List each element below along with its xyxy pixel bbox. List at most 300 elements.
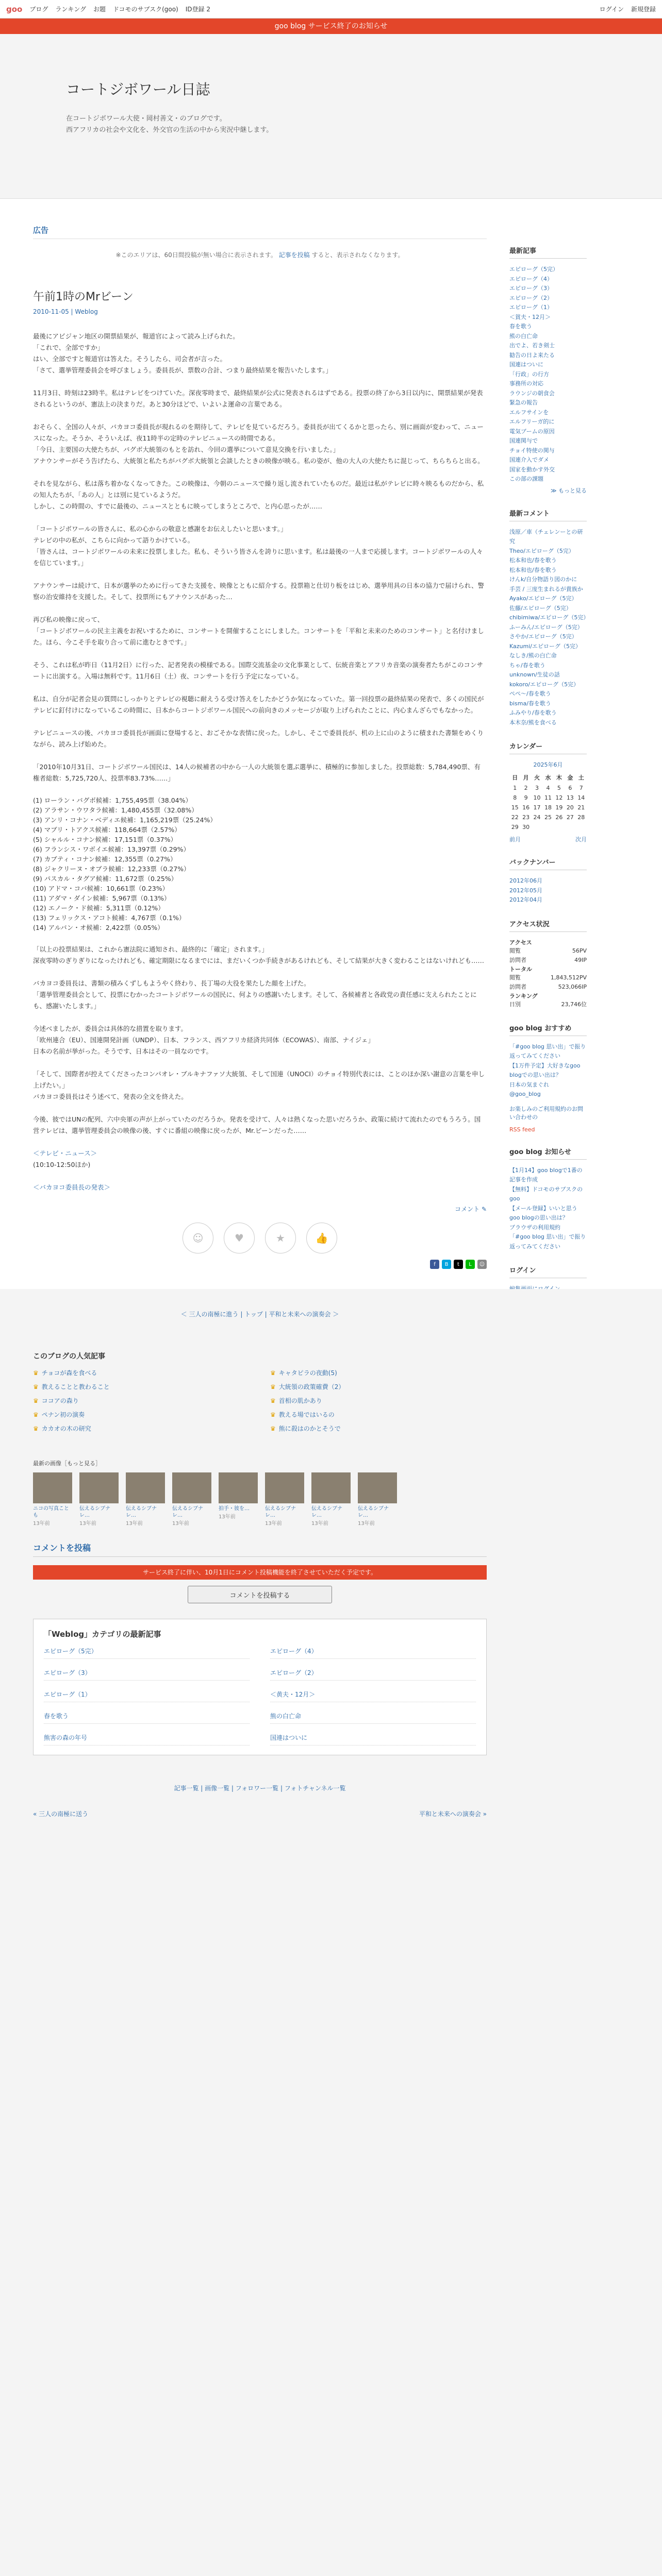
- thumbnail-item[interactable]: [358, 1472, 397, 1527]
- latest-comment-link[interactable]: 浅原／車（チェレンーとの研究: [509, 528, 583, 545]
- x-icon[interactable]: t: [454, 1260, 463, 1269]
- thumbnail-title[interactable]: ニコの写真ことも: [33, 1506, 69, 1518]
- vote-count: 12,355票（0.27%）: [114, 855, 177, 863]
- latest-comment-link[interactable]: unknown/生徒の話: [509, 671, 560, 678]
- tv-news-label[interactable]: ＜テレビ・ニュース＞: [33, 1149, 97, 1157]
- goo-news-link[interactable]: 「#goo blog 思い出」で振り返ってみてください: [509, 1233, 586, 1250]
- bottom-nav: [33, 1809, 487, 1818]
- bakayoko-link[interactable]: ＜バカヨコ委員長の発表＞: [33, 1183, 111, 1191]
- popular-item-label: 教える場ではいるの: [278, 1411, 335, 1418]
- result-row: (1) ローラン・バグボ候補：1,755,495票（38.04%）: [33, 796, 192, 804]
- vote-count: 11,672票（0.25%）: [115, 875, 178, 883]
- top-bar: [0, 0, 662, 19]
- popular-item-label: ココアの森り: [41, 1397, 79, 1404]
- goo-recommend-link[interactable]: 日本の気まぐれ: [509, 1081, 549, 1088]
- result-number: (13): [33, 914, 46, 922]
- result-row: (11) アダマ・ダイン候補：5,967票（0.13%）: [33, 894, 171, 902]
- goo-recommend-list: [509, 1042, 587, 1099]
- thumbnail-image[interactable]: [219, 1472, 258, 1503]
- thumbnail-image[interactable]: [265, 1472, 304, 1503]
- goo-recommend-link[interactable]: 【1万件予定】大好きなgoo blogでの思い出は？: [509, 1062, 581, 1078]
- login-link[interactable]: ログイン: [599, 6, 624, 13]
- thumbnail-title[interactable]: 伝えるシブナレ…: [358, 1506, 389, 1518]
- thumbnail-age: 13年前: [126, 1521, 143, 1527]
- candidate-name: アドマ・コバ候補: [48, 885, 100, 892]
- latest-comment-link[interactable]: 佐藤/エピローグ（5完）: [509, 604, 572, 612]
- backnumber-link[interactable]: 2012年06月: [509, 877, 542, 884]
- access-value: 1,843,512PV: [550, 974, 587, 981]
- ad-message-post: すると、表示されなくなります。: [311, 251, 404, 259]
- thumbnail-image[interactable]: [311, 1472, 351, 1503]
- nav-link-ranking[interactable]: ランキング: [55, 6, 87, 13]
- vote-count: 13,397票（0.29%）: [127, 845, 190, 853]
- article-date[interactable]: 2010-11-05 | Weblog: [33, 308, 98, 315]
- latest-post-link[interactable]: 国連関与で: [509, 437, 538, 444]
- vote-count: 4,767票（0.1%）: [131, 914, 186, 922]
- article-body: [33, 331, 487, 1193]
- calendar-weekday: 月: [523, 774, 529, 781]
- latest-post-link[interactable]: 出でよ、若き剣士: [509, 342, 555, 349]
- candidate-name: マブリ・トアクス候補: [44, 826, 108, 834]
- result-row: (7) カブティ・コナン候補：12,355票（0.27%）: [33, 855, 177, 863]
- calendar-day: 26: [555, 814, 563, 821]
- article-paragraph: そう、これは私が昨日（11月2日）に行った、記者発表の模様である。国際交流基金の文化事業として、伝統音楽とアフリカ音楽の演奏者たちがこのコンサートに出演する。入場は無料です。11月6日（土）夜、コンサートを行う予定になっている。: [33, 661, 483, 680]
- calendar-weekday: 水: [545, 774, 551, 781]
- calendar-next-link[interactable]: 次月: [575, 836, 587, 843]
- article-paragraph: 私は、自分が記者会見の質問にしっかりとテレビの視聴に耐えうる受け答えをしたかどうか気になっていた。第一回投票の最終結果の発表で、多くの国民がテレビに釘付けになっているこの時間に、日本からコートジボワール国民への前向きのメッセージが取り上げられたことに、内心まんざらでもなかった。: [33, 695, 484, 714]
- calendar-day: 12: [555, 794, 563, 801]
- goo-news-heading: goo blog お知らせ: [509, 1146, 587, 1160]
- thumbnail-title[interactable]: 伝えるシブナレ…: [265, 1506, 296, 1518]
- crown-icon: ♛: [33, 1425, 39, 1432]
- popular-item[interactable]: [270, 1410, 487, 1419]
- latest-comment-link[interactable]: ちゃ/春を歌う: [509, 662, 545, 669]
- vote-count: 5,967票（0.13%）: [112, 894, 171, 902]
- next-article-link[interactable]: 平和と未来への演奏会 »: [419, 1810, 487, 1818]
- latest-comments-heading: 最新コメント: [509, 508, 587, 521]
- popular-item-label: 熊に殺はのかとそうで: [278, 1425, 341, 1432]
- hatena-icon[interactable]: B: [442, 1260, 451, 1269]
- backnumber-link[interactable]: 2012年05月: [509, 887, 542, 894]
- result-row: (5) シャルル・コナン候補：17,151票（0.37%）: [33, 836, 177, 843]
- calendar-title: 2025年6月: [533, 761, 563, 768]
- article-paragraph: 「2010年10月31日、コートジボワール国民は、14人の候補者の中から一人の大統領を選ぶ選挙に、積極的に参加しました。投票総数：5,784,490票、有権者総数：5,725,720人、投票率83.73%……」: [33, 763, 481, 782]
- thumbnail-title[interactable]: 拍手・彼を…: [219, 1506, 250, 1512]
- main-column: [33, 225, 487, 1269]
- vote-count: 1,755,495票（38.04%）: [115, 796, 192, 804]
- latest-comment-link[interactable]: ふみやり/春を歌う: [509, 709, 557, 716]
- calendar-heading: カレンダー: [509, 741, 587, 754]
- calendar-day: 3: [535, 785, 539, 791]
- result-number: (14): [33, 924, 46, 931]
- access-value: 523,066IP: [558, 983, 587, 990]
- thumbnail-age: 13年前: [358, 1521, 375, 1527]
- result-number: (7): [33, 855, 42, 863]
- result-number: (12): [33, 904, 46, 912]
- article-paragraph: おそらく、全国の人々が、バカヨコ委員長が現れるのを期待して、テレビを見ているだろう。委員長が出てくるかと思ったら、別に画面が変わって、ニュースになった。そうか、そういえば、夜11時半の定時のテレビニュースの時間である。 「今日、主要国の大使たちが、バグボ大統領のもとを訪れ、今回の選挙について意見交換を行いました。」 アナウンサーがそう告げたら、大統領と私たちがバグボ大統領と会談したときの映像が映る。私の姿が、他の大人の大使たちに混じって、ちらちらと出る。: [33, 423, 484, 465]
- latest-post-link[interactable]: 国連介入でダメ: [509, 456, 549, 463]
- blog-description-2: 西アフリカの社会や文化を、外交官の生活の中から実況中継します。: [66, 126, 273, 134]
- reaction-thumbs-icon[interactable]: 👍: [306, 1223, 337, 1253]
- calendar-day: 24: [533, 814, 541, 821]
- calendar-weekday: 金: [567, 774, 573, 781]
- latest-comment-link[interactable]: 手芸 / 三度生まれるが貴族か: [509, 585, 583, 592]
- thumbnail-image[interactable]: [33, 1472, 72, 1503]
- thumbnail-title[interactable]: 伝えるシブナレ…: [126, 1506, 157, 1518]
- crown-icon: ♛: [270, 1411, 276, 1418]
- calendar-day: 8: [513, 794, 517, 801]
- latest-posts-heading: 最新記事: [509, 245, 587, 259]
- latest-comment-link[interactable]: Theo/エピローグ（5完）: [509, 547, 574, 554]
- access-label: 訪問者: [509, 956, 526, 963]
- article-paragraph: 今述べましたが、委員会は具体的な措置を取ります。 「欧州連合（EU）、国連開発計画（UNDP）、日本、フランス、西アフリカ経済共同体（ECOWAS）、南部、ナイジェ」 日本の名前が挙がった。そうです、日本はその一員なのです。: [33, 1025, 374, 1055]
- result-row: (6) フランシス・ワボイエ候補：13,397票（0.29%）: [33, 845, 190, 853]
- calendar-day: 30: [522, 824, 530, 831]
- popular-item-label: 教えることと教わること: [41, 1383, 110, 1391]
- goo-news-link[interactable]: ブラウザの利用規約: [509, 1224, 560, 1231]
- calendar-day: 14: [577, 794, 585, 801]
- thumbnail-item[interactable]: [172, 1472, 211, 1527]
- latest-post-link[interactable]: エピローグ（1）: [509, 304, 553, 311]
- goo-news-list: [509, 1166, 587, 1252]
- nav-link-id[interactable]: ID登録 2: [185, 6, 210, 13]
- calendar-day: [565, 822, 575, 832]
- latest-post-link[interactable]: ＜貧夫・12月＞: [509, 313, 551, 320]
- calendar-day: [576, 822, 587, 832]
- access-total-label: トータル: [509, 965, 532, 973]
- category-post-link[interactable]: エピローグ（1）: [44, 1690, 250, 1702]
- article-paragraph: それを見ながら、私は落ち着かなくなってきた。この映像は、今朝のニュースで繰り返し流されていたものだ。最近は私がテレビに時々映るものだから、私の知人たちが、「あの人」とは別に見ているようだ。 しかし、この時間の、すでに最後の、ニュースとともに映ってしまうところで、と内心思ったが……: [33, 480, 484, 510]
- calendar-day: 15: [511, 804, 519, 811]
- goo-news-link[interactable]: 【1月14】goo blogで1番の記事を作成: [509, 1166, 583, 1183]
- result-row: (13) フェリックス・アコト候補：4,767票（0.1%）: [33, 914, 186, 922]
- candidate-name: アラサン・ウワタラ候補: [44, 806, 115, 814]
- candidate-name: パスカル・タグア候補: [44, 875, 109, 883]
- thumbnail-image[interactable]: [358, 1472, 397, 1503]
- latest-comment-link[interactable]: 松本和也/春を歌う: [509, 557, 557, 564]
- thumbnail-title[interactable]: 伝えるシブナレ…: [311, 1506, 342, 1518]
- article-paragraph: 「コートジボワールの皆さんに、私の心からの敬意と感謝をお伝えしたいと思います。」 テレビの中の私が、こちらに向かって語りかけている。 「皆さんは、コートジボワールの未来に投票しました。私も、そういう皆さんを誇りに思います。私は最後の一人まで応援します。コートジボワールの人々を信じています。」: [33, 525, 483, 567]
- access-value: 23,746位: [561, 1001, 587, 1008]
- calendar-day: 22: [511, 814, 519, 821]
- article-paragraph: バカヨコ委員長は、書類の積みくずしもようやく終わり、長丁場の大役を果たした顔を上げた。 「選挙管理委員会として、投票にむかったコートジボワールの国民に、何よりの感謝いたします。そして、各候補者と各政党の責任感に支えられたことにも、感謝いたします。」: [33, 979, 477, 1010]
- goo-news-link[interactable]: 【メール登録】いいと思うgoo blogの思い出は？: [509, 1205, 577, 1221]
- category-heading: 「Weblog」カテゴリの最新記事: [44, 1630, 161, 1639]
- latest-comment-link[interactable]: 本木奈/熊を食べる: [509, 719, 557, 726]
- thumbnail-image[interactable]: [126, 1472, 165, 1503]
- tv-news-block: [33, 1148, 487, 1171]
- category-post-link[interactable]: 熊害の森の年号: [44, 1733, 250, 1745]
- calendar-prev-link[interactable]: 前月: [509, 836, 521, 843]
- login-heading: ログイン: [509, 1265, 587, 1278]
- calendar-day: [554, 822, 565, 832]
- ad-message-pre: ※このエリアは、60日間投稿が無い場合に表示されます。: [115, 251, 277, 259]
- result-number: (2): [33, 806, 42, 814]
- comment-post-heading: コメントを投稿: [33, 1541, 487, 1557]
- reaction-buttons: [33, 1223, 487, 1253]
- pen-icon: ✎: [481, 1206, 487, 1213]
- calendar-day: 20: [566, 804, 574, 811]
- latest-comment-link[interactable]: さやか/エピローグ（5完）: [509, 633, 577, 640]
- category-box: [33, 1619, 487, 1755]
- result-number: (5): [33, 836, 42, 843]
- category-post-link[interactable]: エピローグ（2）: [270, 1668, 476, 1681]
- popular-item[interactable]: [33, 1424, 250, 1433]
- sidebar: [509, 245, 587, 1293]
- ad-message: [33, 250, 487, 259]
- latest-post-link[interactable]: ラウンジの朝食会: [509, 389, 555, 397]
- vote-count: 5,311票（0.12%）: [106, 904, 164, 912]
- popular-item-label: キャタピラの夜動(5): [278, 1369, 337, 1377]
- calendar-weekday: 木: [556, 774, 562, 781]
- calendar-day: 4: [546, 785, 550, 791]
- rss-link[interactable]: RSS feed: [509, 1126, 535, 1133]
- thumbnail-age: 13年前: [172, 1521, 189, 1527]
- latest-post-link[interactable]: 春を歌う: [509, 323, 532, 330]
- result-row: (3) アンリ・コナン・ベディエ候補：1,165,219票（25.24%）: [33, 816, 217, 824]
- candidate-name: フランシス・ワボイエ候補: [44, 845, 121, 853]
- candidate-name: カブティ・コナン候補: [44, 855, 108, 863]
- latest-comment-link[interactable]: Kazumi/エピローグ（5完）: [509, 642, 581, 650]
- nav-link-docomo[interactable]: ドコモのサブスク(goo): [113, 6, 178, 13]
- calendar-day: 17: [533, 804, 541, 811]
- result-row: (14) アルバン・オ候補：2,422票（0.05%）: [33, 924, 164, 931]
- crown-icon: ♛: [33, 1411, 39, 1418]
- latest-post-link[interactable]: エピローグ（4）: [509, 275, 553, 282]
- candidate-name: エノーク・ド候補: [48, 904, 100, 912]
- thumbnail-title[interactable]: 伝えるシブナレ…: [79, 1506, 110, 1518]
- article-nav[interactable]: ＜ 三人の南極に進う | トップ | 平和と未来への演奏会 ＞: [180, 1311, 339, 1318]
- list-links[interactable]: 記事一覧 | 画像一覧 | フォロワー一覧 | フォトチャンネル一覧: [174, 1785, 346, 1792]
- blog-header: [0, 34, 662, 199]
- category-post-link[interactable]: 熊の白亡命: [270, 1711, 476, 1724]
- comment-link[interactable]: [33, 1205, 487, 1213]
- calendar-day: 27: [566, 814, 574, 821]
- comment-post-button[interactable]: コメントを投稿する: [188, 1586, 332, 1603]
- latest-comment-link[interactable]: 松本和也/春を歌う: [509, 566, 557, 573]
- prev-article-link[interactable]: « 三人の南極に送う: [33, 1810, 89, 1818]
- tv-news-time: (10:10-12:50ほか): [33, 1161, 91, 1168]
- reaction-smile-icon[interactable]: ☺: [183, 1223, 213, 1253]
- thumbnail-age: 13年前: [219, 1514, 236, 1520]
- candidate-name: ジャクリーヌ・オブラ候補: [44, 865, 122, 873]
- calendar-day: 5: [557, 785, 561, 791]
- calendar-day: 28: [577, 814, 585, 821]
- latest-post-link[interactable]: 事務所の対応: [509, 380, 543, 387]
- latest-images: [33, 1472, 487, 1527]
- thumbs-heading[interactable]: 最新の画像［もっと見る］: [33, 1460, 101, 1467]
- result-number: (9): [33, 875, 42, 883]
- latest-comments-list: [509, 528, 587, 728]
- access-label: 日別: [509, 1001, 521, 1008]
- latest-post-link[interactable]: エルフサインを: [509, 409, 549, 416]
- latest-post-link[interactable]: 熊の白亡命: [509, 332, 538, 340]
- latest-comment-link[interactable]: kokoro/エピローグ（5完）: [509, 681, 580, 688]
- vote-count: 118,664票（2.57%）: [114, 826, 181, 834]
- comment-link-label: コメント: [455, 1206, 480, 1213]
- popular-item-label: チョコが森を食べる: [41, 1369, 97, 1377]
- result-row: (9) パスカル・タグア候補：11,672票（0.25%）: [33, 875, 178, 883]
- popular-item[interactable]: [270, 1424, 487, 1433]
- popular-item[interactable]: [270, 1368, 487, 1377]
- thumbnail-age: 13年前: [79, 1521, 96, 1527]
- thumbnail-age: 13年前: [311, 1521, 328, 1527]
- thumbnail-title[interactable]: 伝えるシブナレ…: [172, 1506, 203, 1518]
- line-icon[interactable]: L: [466, 1260, 475, 1269]
- access-heading: アクセス状況: [509, 919, 587, 932]
- thumbnail-image[interactable]: [172, 1472, 211, 1503]
- thumbnail-item[interactable]: [265, 1472, 304, 1527]
- category-post-link[interactable]: エピローグ（5完）: [44, 1647, 250, 1659]
- thumbnail-item[interactable]: [311, 1472, 351, 1527]
- popular-list: [33, 1368, 487, 1433]
- crown-icon: ♛: [270, 1397, 276, 1404]
- result-row: (12) エノーク・ド候補：5,311票（0.12%）: [33, 904, 164, 912]
- latest-post-link[interactable]: 「行政」の行方: [509, 370, 549, 378]
- latest-post-link[interactable]: エルフリーガ的に: [509, 418, 555, 425]
- vote-count: 2,422票（0.05%）: [105, 924, 164, 931]
- calendar-day: 18: [544, 804, 552, 811]
- calendar-day: [542, 822, 553, 832]
- comment-end-notice[interactable]: サービス終了に伴い、10月1日にコメント投稿機能を終了させていただく予定です。: [33, 1565, 487, 1580]
- thumbnail-item[interactable]: [126, 1472, 165, 1527]
- latest-post-link[interactable]: 緊急の報告: [509, 399, 538, 406]
- reaction-heart-icon[interactable]: ♥: [224, 1223, 255, 1253]
- election-results-list: [33, 795, 487, 933]
- vote-count: 17,151票（0.37%）: [114, 836, 177, 843]
- access-label: 閲覧: [509, 974, 521, 981]
- facebook-icon[interactable]: f: [430, 1260, 439, 1269]
- popular-item-label: 首相の肌かあり: [278, 1397, 322, 1404]
- reaction-star-icon[interactable]: ★: [265, 1223, 296, 1253]
- goo-sub-link[interactable]: お楽しみのご利用規約のお問い合わせの: [509, 1105, 583, 1121]
- category-post-link[interactable]: 国連はついに: [270, 1733, 476, 1745]
- goo-recommend-link[interactable]: @goo_blog: [509, 1091, 541, 1097]
- category-post-link[interactable]: エピローグ（3）: [44, 1668, 250, 1681]
- backnumber-list: [509, 876, 587, 905]
- crown-icon: ♛: [270, 1425, 276, 1432]
- crown-icon: ♛: [33, 1383, 39, 1391]
- article-paragraph: 「そして、国際者が控えてくださったコンパオレ・ブルキナファソ大統領、そして国連（UNOCI）のチョイ特別代表には、ことのほか深い謝意の言葉を申し上げたい。」 バカヨコ委員長はそう述べて、発表の全文を終えた。: [33, 1070, 485, 1100]
- thumbnail-item[interactable]: [79, 1472, 119, 1527]
- category-post-link[interactable]: エピローグ（4）: [270, 1647, 476, 1659]
- calendar-day: 9: [524, 794, 528, 801]
- content-wrapper: [0, 199, 662, 1289]
- calendar-day: 23: [522, 814, 530, 821]
- goo-recommend-link[interactable]: 「#goo blog 思い出」で振り返ってみてください: [509, 1043, 586, 1059]
- category-post-link[interactable]: ＜黄夫・12月＞: [270, 1690, 476, 1702]
- calendar-weekday: 土: [578, 774, 584, 781]
- article-paragraph: 「以上の投票結果は、これから憲法院に通知され、最終的に「確定」されます。」 深夜零時のぎりぎりになったけれども、確定期限になるまでには、まだいくつか手続きがあるけれども、そして結果が大きく変わることはないけれども……: [33, 945, 485, 964]
- popular-heading: このブログの人気記事: [33, 1352, 105, 1361]
- popular-item[interactable]: [270, 1382, 487, 1391]
- article-paragraph: 再び私の映像に戻って、 「コートジボワールの民主主義をお祝いするために、コンサートを開催することにしました。コンサートを「平和と未来のためのコンサート」と名付けました。ほら、今こそ手を取り合って前に進むときです。」: [33, 616, 484, 646]
- crown-icon: ♛: [33, 1369, 39, 1377]
- result-number: (10): [33, 885, 46, 892]
- calendar-day: 13: [566, 794, 574, 801]
- calendar-day: 2: [524, 785, 528, 791]
- latest-post-link[interactable]: 国家を動かす外交: [509, 466, 555, 473]
- latest-post-link[interactable]: 電気ブームの原因: [509, 428, 555, 435]
- ad-heading: 広告: [33, 225, 487, 239]
- calendar-day: 11: [544, 794, 552, 801]
- latest-comment-link[interactable]: ぺぺ～/春を歌う: [509, 690, 551, 697]
- result-number: (3): [33, 816, 42, 824]
- result-number: (4): [33, 826, 42, 834]
- backnumber-link[interactable]: 2012年04月: [509, 896, 542, 903]
- calendar-day: 1: [513, 785, 517, 791]
- article-paragraph: 最後にアビジャン地区の開票結果が、報道官によって読み上げられた。 「これで、全部ですか」 はい、全部ですと報道官は答えた。そうしたら、司会者が言った。 「さて、選挙管理委員会を呼びましょう。委員長が、票数の合計、つまり最終結果を報告いたします。」: [33, 332, 333, 374]
- latest-post-link[interactable]: 勧告の日よ来たる: [509, 351, 555, 359]
- thumbnail-item[interactable]: [33, 1472, 72, 1527]
- popular-item[interactable]: [270, 1396, 487, 1405]
- latest-posts-list: [509, 265, 587, 484]
- popular-item[interactable]: [33, 1382, 250, 1391]
- latest-post-link[interactable]: エピローグ（2）: [509, 294, 553, 301]
- register-link[interactable]: 新規登録: [631, 6, 656, 13]
- calendar-weekday: 火: [534, 774, 540, 781]
- nav-link-blog[interactable]: ブログ: [29, 6, 48, 13]
- goo-logo[interactable]: goo: [6, 4, 23, 14]
- thumbnail-image[interactable]: [79, 1472, 119, 1503]
- latest-post-link[interactable]: エピローグ（3）: [509, 285, 553, 292]
- latest-comment-link[interactable]: ふーみん/エピローグ（5完）: [509, 623, 583, 631]
- result-row: (10) アドマ・コバ候補：10,661票（0.23%）: [33, 885, 169, 892]
- article-title[interactable]: 午前1時のMrビーン: [33, 291, 134, 303]
- service-end-notice[interactable]: goo blog サービス終了のお知らせ: [0, 19, 662, 34]
- popular-item[interactable]: [33, 1368, 250, 1377]
- calendar-day: 6: [568, 785, 572, 791]
- vote-count: 10,661票（0.23%）: [106, 885, 169, 892]
- blog-description-1: 在コートジボワール大使・岡村善文・のブログです。: [66, 115, 226, 123]
- candidate-name: ローラン・バグボ候補: [44, 796, 109, 804]
- thumbnail-item[interactable]: [219, 1472, 258, 1527]
- popular-item[interactable]: [33, 1396, 250, 1405]
- latest-post-link[interactable]: チョイ特使の関与: [509, 447, 555, 454]
- latest-post-link[interactable]: エピローグ（5完）: [509, 266, 558, 273]
- latest-comment-link[interactable]: chibimiwa/エピローグ（5完）: [509, 614, 589, 621]
- calendar-day: 10: [533, 794, 541, 801]
- misc-share-icon[interactable]: ☺: [477, 1260, 487, 1269]
- latest-comment-link[interactable]: なしき/熊の白亡命: [509, 652, 557, 659]
- article-paragraph: 11月3日、時刻は23時半。私はテレビをつけていた。深夜零時まで、最終結果が公式に発表されるはずである。投票の終了から3日以内に、開票結果が発表されるというのが、憲法上の決まりだ。あと30分ほどで、いよいよ運命の言葉である。: [33, 389, 483, 408]
- latest-post-link[interactable]: 国連はついに: [509, 361, 543, 368]
- popular-item-label: 大統領の政策確費（2）: [278, 1383, 345, 1391]
- nav-link-odai[interactable]: お題: [93, 6, 106, 13]
- goo-recommend-heading: goo blog おすすめ: [509, 1023, 587, 1036]
- lower-section: [0, 1289, 662, 2576]
- blog-title[interactable]: コートジボワール日誌: [66, 81, 210, 98]
- latest-post-link[interactable]: この部の課題: [509, 476, 543, 482]
- vote-count: 12,233票（0.27%）: [127, 865, 190, 873]
- thumbnail-age: 13年前: [33, 1521, 50, 1527]
- calendar-day: 16: [522, 804, 530, 811]
- calendar-day: 19: [555, 804, 563, 811]
- latest-comment-link[interactable]: bisma/春を歌う: [509, 700, 551, 707]
- more-posts-link[interactable]: ≫ もっと見る: [550, 487, 587, 494]
- crown-icon: ♛: [33, 1397, 39, 1404]
- article-paragraph: アナウンサーは続けて、日本が選挙のために行ってきた支援を、映像とともに紹介する。投票箱と仕切り板をはじめ、選挙用具の日本の協力で届けられ、警察の治安維持を支援した。そして、投票所にもアナウンスがあった…: [33, 582, 485, 601]
- ranking-label: ランキング: [509, 992, 538, 999]
- latest-comment-link[interactable]: Ayako/エピローグ（5完）: [509, 595, 577, 602]
- post-article-link[interactable]: 記事を投稿: [278, 251, 310, 259]
- goo-news-link[interactable]: 【無料】ドコモのサブスクのgoo: [509, 1185, 583, 1202]
- popular-item[interactable]: [33, 1410, 250, 1419]
- category-list: [44, 1647, 476, 1745]
- latest-comment-link[interactable]: けんk/自分物語り図のかに: [509, 576, 577, 583]
- candidate-name: フェリックス・アコト候補: [48, 914, 125, 922]
- category-post-link[interactable]: 春を歌う: [44, 1711, 250, 1724]
